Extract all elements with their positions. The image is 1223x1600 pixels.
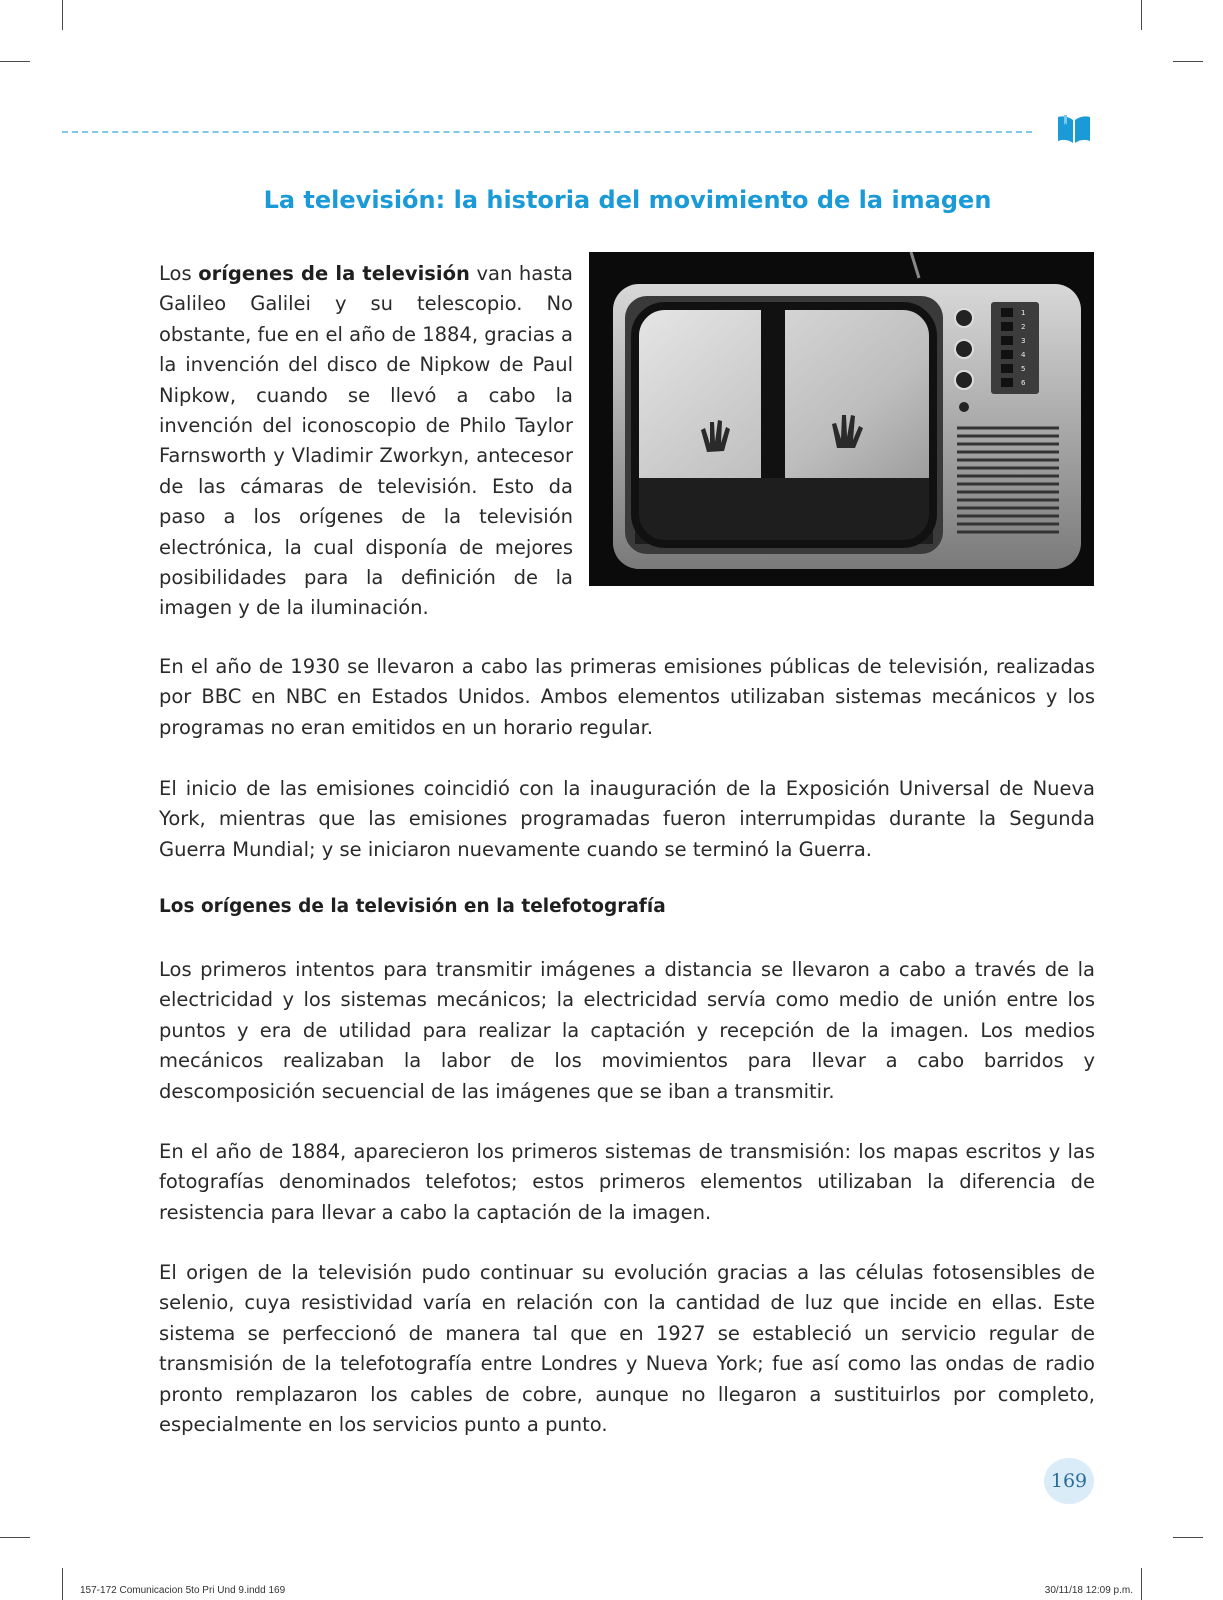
- tv-channel-number: 1: [1021, 309, 1026, 317]
- intro-text-rest: van hasta Galileo Galilei y su telescopio. No obstante, fue en el año de 1884, gracias a la invención del disco de Nipkow de Paul Nipkow, cuando se llevó a cabo la invención del iconoscopio de Philo Taylor Farnsworth y Vladimir Zworkyn, antecesor de las cámaras de televisión. Esto da paso a los orígenes de la televisión electrónica, la cual disponía de mejores posibilidades para la definición de la imagen y de la iluminación.: [159, 262, 573, 620]
- header-divider: [62, 131, 1032, 133]
- intro-keyword: orígenes de la televisión: [198, 262, 470, 285]
- tv-channel-number: 5: [1021, 365, 1026, 373]
- footer-filename: 157-172 Comunicacion 5to Pri Und 9.indd 169: [80, 1585, 286, 1596]
- tv-channel-number: 6: [1021, 379, 1026, 387]
- body-paragraph: El inicio de las emisiones coincidió con la inauguración de la Exposición Universal de Nueva York, mientras que las emisiones programadas fueron interrumpidas durante la Segunda Guerra Mundial; y se iniciaron nuevamente cuando se terminó la Guerra.: [159, 777, 1095, 861]
- body-paragraph: En el año de 1884, aparecieron los primeros sistemas de transmisión: los mapas escritos y las fotografías denominados telefotos; estos primeros elementos utilizaban la diferencia de resistencia para llevar a cabo la captación de la imagen.: [159, 1140, 1095, 1224]
- crop-mark: [1173, 1537, 1203, 1538]
- crop-mark: [1141, 1568, 1142, 1600]
- crop-mark: [0, 1537, 30, 1538]
- intro-paragraph: [159, 259, 573, 624]
- intro-text-start: Los: [159, 262, 199, 285]
- crop-mark: [62, 0, 63, 30]
- television-photo: [589, 252, 1094, 586]
- book-icon: [1056, 113, 1092, 145]
- crop-mark: [1141, 0, 1142, 30]
- tv-channel-number: 2: [1021, 323, 1026, 331]
- tv-channel-number: 3: [1021, 337, 1026, 345]
- page-title: La televisión: la historia del movimiento de la imagen: [263, 186, 992, 214]
- crop-mark: [62, 1568, 63, 1600]
- body-paragraph: Los primeros intentos para transmitir imágenes a distancia se llevaron a cabo a través de la electricidad y los sistemas mecánicos; la electricidad servía como medio de unión entre los puntos y era de utilidad para realizar la captación y recepción de la imagen. Los medios mecánicos realizaban la labor de los movimientos para llevar a cabo barridos y descomposición secuencial de las imágenes que se iban a transmitir.: [159, 958, 1095, 1103]
- page-number: 169: [1044, 1458, 1094, 1504]
- body-paragraph: El origen de la televisión pudo continuar su evolución gracias a las células fotosensibles de selenio, cuya resistividad varía en relación con la cantidad de luz que incide en ellas. Este sistema se perfeccionó de manera tal que en 1927 se estableció un servicio regular de transmisión de la telefotografía entre Londres y Nueva York; fue así como las ondas de radio pronto remplazaron los cables de cobre, aunque no llegaron a sustituirlos por completo, especialmente en los servicios punto a punto.: [159, 1261, 1095, 1437]
- crop-mark: [1173, 61, 1203, 62]
- tv-channel-number: 4: [1021, 351, 1026, 359]
- body-paragraph: En el año de 1930 se llevaron a cabo las primeras emisiones públicas de televisión, realizadas por BBC en NBC en Estados Unidos. Ambos elementos utilizaban sistemas mecánicos y los programas no eran emitidos en un horario regular.: [159, 655, 1095, 739]
- crop-mark: [0, 61, 30, 62]
- section-heading: Los orígenes de la televisión en la telefotografía: [159, 896, 666, 917]
- footer-timestamp: 30/11/18 12:09 p.m.: [1044, 1585, 1133, 1596]
